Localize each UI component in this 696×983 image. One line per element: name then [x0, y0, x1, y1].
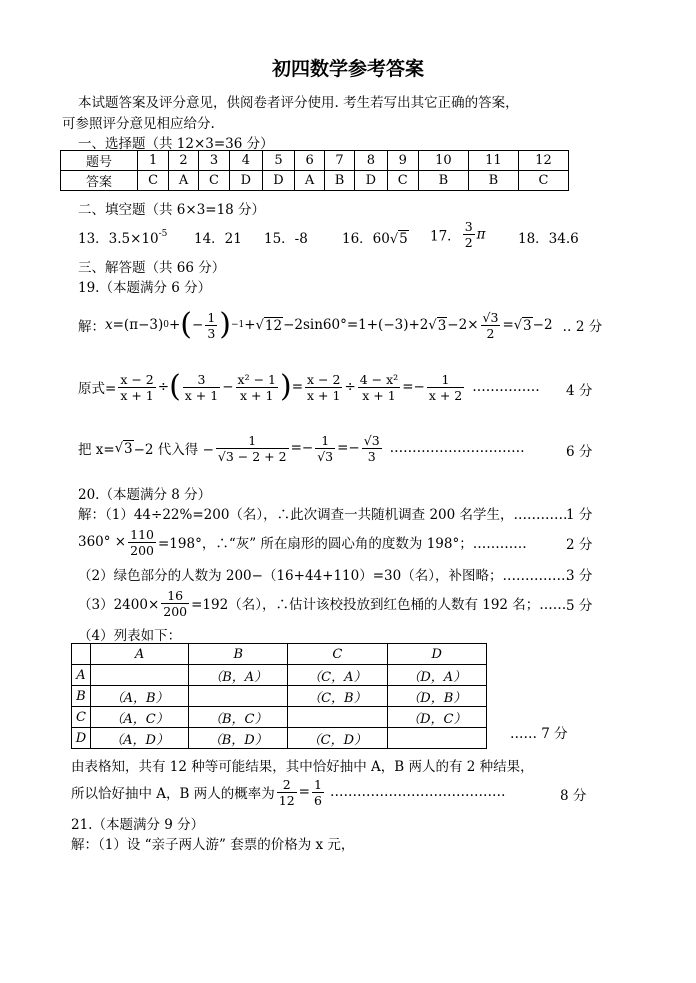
table-row [61, 171, 569, 191]
table-cell: C [387, 171, 418, 191]
q19-line-3 [78, 426, 525, 470]
table-cell: （C，B） [288, 686, 387, 707]
table-cell [90, 665, 189, 686]
fraction-denominator: √3 [317, 448, 334, 464]
fraction-denominator: 200 [130, 542, 154, 558]
section-2-heading: 二、填空题（共 6×3=18 分） [78, 202, 266, 218]
q19-l3-prefix: 把 x= [78, 442, 115, 458]
section-3-heading: 三、解答题（共 66 分） [78, 260, 226, 276]
table-cell: D [262, 171, 295, 191]
q20-l2-frac [128, 527, 156, 558]
table-cell: 8 [355, 151, 388, 171]
q20-line-7 [71, 772, 505, 812]
table-cell: C [138, 171, 169, 191]
table-cell: 9 [387, 151, 418, 171]
q19-line-1: 解： x =(π−3) 0 + ( − $\frac{1}{3}$ ) −1 + √ 12 −2sin60°=1+(−3)+2 √ 3 −2× $\frac{√3}{2}$ = √ 3 −2 ‥ 2 分 [78, 307, 603, 342]
table-cell: B [418, 171, 468, 191]
table-cell: B [72, 686, 91, 707]
table-cell: （D，B） [387, 686, 486, 707]
table-cell: 6 [295, 151, 325, 171]
fill-q16-radicand: 5 [399, 231, 408, 247]
fraction-numerator: 1 [313, 776, 322, 792]
table-row [72, 686, 487, 707]
q19-l2-frac4 [305, 372, 342, 403]
q20-l4-b: =192（名），∴估计该校投放到红色桶的人数有 192 名；…… [191, 597, 567, 613]
q19-l2-frac6 [427, 372, 464, 403]
table-cell: （D，A） [387, 665, 486, 686]
q20-line-4 [78, 583, 566, 623]
fraction-numerator: x − 2 [307, 371, 341, 387]
table-cell: （A，B） [90, 686, 189, 707]
fill-q15: 15．-8 [264, 231, 308, 247]
q20-l2-a: 360° × [78, 534, 127, 550]
table-cell: （B，A） [189, 665, 288, 686]
q19-l1-radicand3: 3 [437, 317, 447, 334]
q19-l2-dots: …………… [472, 379, 540, 395]
q20-l2-b: =198°，∴“灰” 所在扇形的圆心角的度数为 198°；………… [157, 536, 527, 552]
right-paren-icon: ) [219, 307, 231, 342]
section-1-heading: 一、选择题（共 12×3=36 分） [78, 136, 274, 152]
fill-q16 [342, 227, 409, 247]
fraction-numerator: √3 [482, 309, 499, 325]
q19-l2-minus: − [222, 379, 234, 395]
fraction-denominator: 12 [278, 792, 295, 808]
table-cell: 11 [468, 151, 518, 171]
q19-l2-frac5 [358, 372, 400, 403]
table-cell: （A，D） [90, 728, 189, 749]
table-row [72, 707, 487, 728]
q19-l2-frac2 [183, 372, 220, 403]
fill-q17-fraction [463, 219, 475, 250]
table-cell: A [72, 665, 91, 686]
fraction-denominator: x + 1 [307, 387, 341, 403]
table-cell: C [198, 171, 229, 191]
fraction-denominator: x + 2 [428, 387, 463, 403]
q19-l1-d: −2sin60°=1+(−3)+2 [283, 317, 429, 333]
table-row [72, 665, 487, 686]
q19-line-2 [78, 365, 540, 409]
var-x: x [105, 317, 113, 333]
fill-q17 [430, 219, 486, 250]
q20-l7-a: 所以恰好抽中 A，B 两人的概率为 [71, 786, 275, 802]
fraction-numerator: 1 [207, 309, 216, 325]
q19-l2-div: ÷ [157, 379, 170, 395]
q20-l7-eq: = [298, 784, 310, 800]
table-cell: D [230, 171, 263, 191]
q19-l1-g: −2 [532, 317, 553, 333]
fraction-numerator: 2 [277, 777, 297, 793]
q19-l3-a: −2 代入得 − [133, 442, 214, 458]
fraction-denominator: 3 [207, 325, 216, 341]
fraction-numerator: 1 [315, 433, 335, 449]
q19-l1-score: ‥ 2 分 [562, 319, 603, 335]
q19-l1-exp0: 0 [163, 320, 169, 330]
table-cell: 12 [518, 151, 568, 171]
fraction-numerator: 1 [216, 433, 289, 449]
table-cell: D [72, 728, 91, 749]
q19-l1-fraction2 [481, 310, 501, 341]
fill-q16-text: 16．60 [342, 231, 390, 247]
q20-l7-score: 8 分 [560, 788, 587, 804]
fraction-numerator: x − 2 [120, 371, 154, 387]
table-cell: A [295, 171, 325, 191]
table-cell: 2 [169, 151, 199, 171]
table-cell: （B，C） [189, 707, 288, 728]
q20-heading: 20.（本题满分 8 分） [78, 487, 212, 503]
table-row [61, 151, 569, 171]
q21-heading: 21.（本题满分 9 分） [71, 817, 205, 833]
table-cell: （A，C） [90, 707, 189, 728]
fraction-numerator: √3 [363, 432, 380, 448]
q20-l7-dots: ………………………………… [329, 784, 506, 800]
q20-line-1: 解：（1）44÷22%=200（名），∴此次调查一共随机调查 200 名学生，………… [78, 507, 568, 523]
radical-icon: √ [255, 317, 264, 333]
fraction-denominator: 200 [163, 603, 188, 619]
outcome-table [71, 643, 487, 749]
table-header-cell [72, 644, 91, 665]
q20-l4-score: 5 分 [566, 598, 593, 614]
fraction-denominator: x + 1 [362, 387, 396, 403]
fraction-denominator: √3 − 2 + 2 [217, 448, 287, 464]
q19-l1-radicand3b: 3 [523, 317, 532, 334]
table-cell: C [72, 707, 91, 728]
q20-line-5: （4）列表如下： [78, 628, 182, 644]
fill-q14: 14．21 [194, 231, 242, 247]
fraction-numerator: 4 − x² [359, 371, 399, 387]
q19-l1-fraction [205, 310, 217, 341]
table-cell: C [518, 171, 568, 191]
table-cell [189, 686, 288, 707]
choice-answer-table [60, 150, 569, 191]
q19-heading: 19.（本题满分 6 分） [78, 280, 212, 296]
radical-icon: √ [389, 232, 399, 247]
fraction-numerator: 110 [130, 526, 154, 542]
left-paren-icon: ( [180, 307, 193, 342]
q19-l3-dots: ………………………… [389, 440, 525, 456]
page-title: 初四数学参考答案 [271, 58, 424, 80]
table-header-cell: C [288, 644, 387, 665]
q19-l1-b: + [168, 317, 181, 333]
radical-icon: √ [428, 317, 437, 333]
row-label-number: 题号 [61, 151, 138, 171]
fraction-numerator: 16 [161, 588, 189, 604]
row-label-answer: 答案 [61, 171, 138, 191]
table-cell: 10 [418, 151, 468, 171]
fraction-numerator: 3 [464, 219, 473, 234]
q20-l4-a: （3）2400× [78, 597, 160, 613]
q19-l2-div2: ÷ [344, 379, 356, 395]
q19-l1-f: = [502, 317, 514, 333]
fraction-denominator: x + 1 [184, 387, 219, 403]
q19-l2-frac1 [118, 372, 155, 403]
q19-l3-eq2: =− [337, 440, 360, 456]
fill-q17-pi: π [476, 226, 486, 243]
table-header-cell: B [189, 644, 288, 665]
q19-l3-frac3 [362, 433, 382, 464]
radical-icon: √ [114, 440, 124, 456]
q19-l2-eq2: =− [402, 379, 425, 395]
q19-l1-e: −2× [447, 317, 479, 333]
fraction-numerator: 3 [183, 372, 220, 388]
fraction-denominator: x + 1 [240, 387, 274, 403]
table-cell: 1 [138, 151, 169, 171]
q20-line-3: （2）绿色部分的人数为 200−（16+44+110）=30（名），补图略；…………… [78, 568, 570, 584]
q19-l1-c: + [244, 317, 256, 333]
q20-line-6: 由表格知，共有 12 种等可能结果，其中恰好抽中 A，B 两人的有 2 种结果， [71, 759, 534, 775]
table-cell: 4 [230, 151, 263, 171]
table-cell [288, 707, 387, 728]
q20-l7-frac2 [312, 777, 324, 808]
right-paren-icon: ) [279, 369, 292, 404]
q20-l1-score: 1 分 [566, 507, 593, 523]
q19-l1-radicand12: 12 [264, 317, 283, 334]
fraction-denominator: 3 [367, 448, 376, 464]
fraction-denominator: 2 [464, 235, 473, 250]
fraction-denominator: x + 1 [120, 387, 154, 403]
fraction-denominator: 2 [486, 325, 495, 341]
table-cell: B [324, 171, 354, 191]
q19-l2-score: 4 分 [566, 383, 593, 399]
q20-l2-score: 2 分 [566, 537, 593, 553]
q19-l2-prefix: 原式= [78, 381, 117, 397]
table-cell: （B，D） [189, 728, 288, 749]
q20-l7-frac1 [277, 777, 297, 808]
q19-l1-a: =(π−3) [112, 317, 164, 333]
fraction-denominator: 6 [313, 792, 322, 808]
q19-l3-frac2 [315, 433, 335, 464]
table-row [72, 644, 487, 665]
q20-l3-score: 3 分 [566, 568, 593, 584]
table-header-cell: A [90, 644, 189, 665]
fraction-numerator: 1 [427, 372, 464, 388]
q20-line-2 [78, 522, 527, 562]
q19-l3-score: 6 分 [566, 444, 593, 460]
table-header-cell: D [387, 644, 486, 665]
table-cell: 5 [262, 151, 295, 171]
q19-l2-frac3 [236, 372, 278, 403]
table-row [72, 728, 487, 749]
table-cell: A [169, 171, 199, 191]
radical-icon: √ [513, 317, 523, 333]
q19-l1-exp-m1: −1 [231, 320, 245, 330]
table-cell: B [468, 171, 518, 191]
fraction-numerator: x² − 1 [237, 371, 276, 387]
fill-q17-label: 17． [430, 228, 461, 245]
table-cell: D [355, 171, 388, 191]
q21-line-1: 解：（1）设 “亲子两人游” 套票的价格为 x 元， [71, 837, 355, 853]
left-paren-icon: ( [169, 369, 181, 404]
table-cell [387, 728, 486, 749]
intro-line-1: 本试题答案及评分意见，供阅卷者评分使用. 考生若写出其它正确的答案， [78, 95, 519, 111]
fill-q13-exponent: -5 [158, 229, 168, 239]
table-cell: 3 [198, 151, 229, 171]
fill-q13-text: 13．3.5×10 [78, 231, 159, 247]
q19-l2-eq: = [291, 379, 303, 395]
q19-l3-frac1 [216, 433, 289, 464]
q19-l3-radicand: 3 [124, 440, 133, 457]
table-cell: （D，C） [387, 707, 486, 728]
table-cell: 7 [324, 151, 354, 171]
intro-line-2: 可参照评分意见相应给分. [62, 116, 215, 132]
fill-q13 [78, 227, 167, 247]
table-cell: （C，A） [288, 665, 387, 686]
q20-l4-frac [161, 588, 189, 619]
q20-table-score: …… 7 分 [510, 726, 568, 742]
q19-l3-eq: =− [290, 440, 314, 456]
q19-l1-prefix: 解： [78, 319, 105, 335]
fill-q18: 18．34.6 [518, 231, 579, 247]
table-cell: （C，D） [288, 728, 387, 749]
